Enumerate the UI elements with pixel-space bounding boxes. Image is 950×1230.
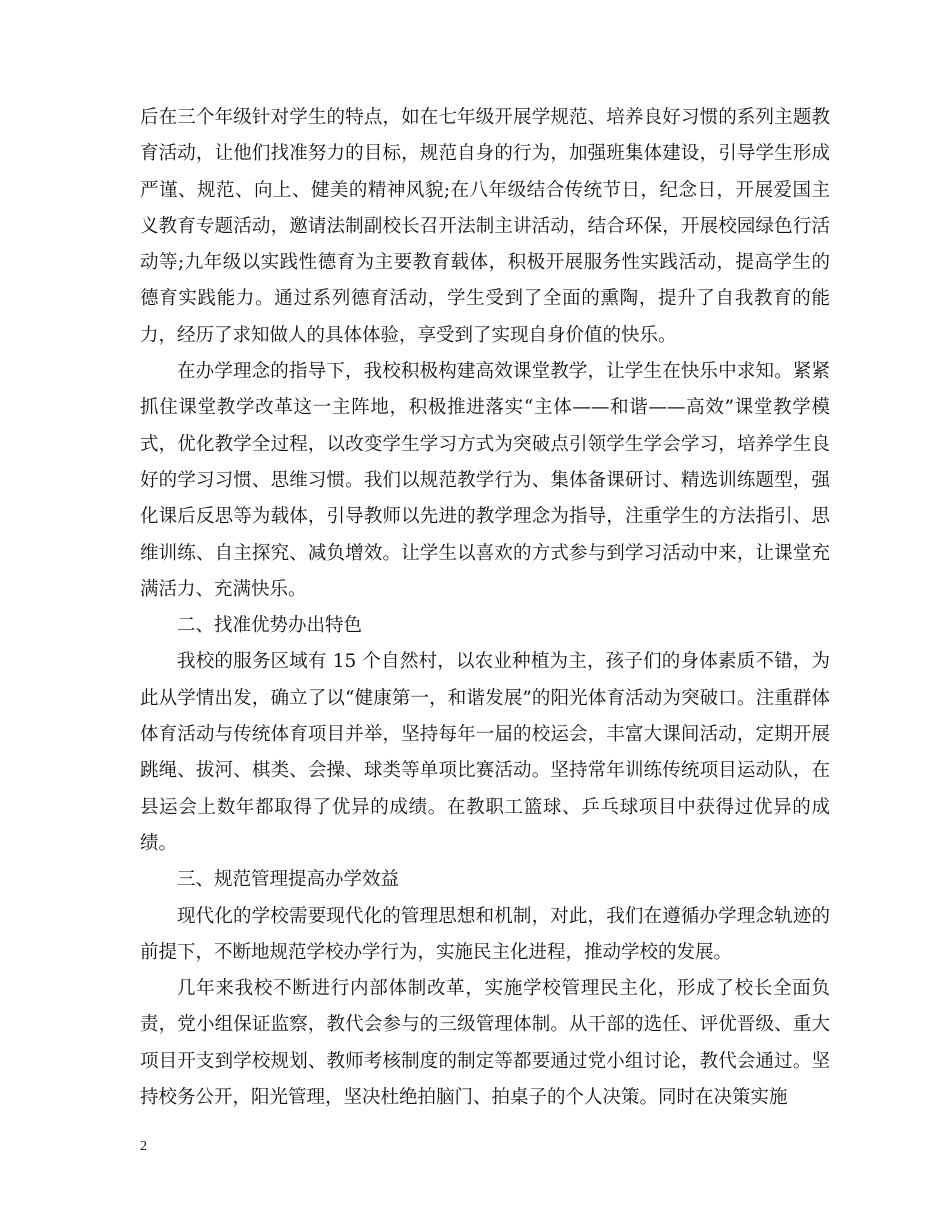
page-number: 2 [140,1139,147,1154]
paragraph-sports-features: 我校的服务区域有 15 个自然村，以农业种植为主，孩子们的身体素质不错，为此从学情出发，确立了以“健康第一，和谐发展”的阳光体育活动为突破口。注重群体体育活动与传统体育项目并举，坚持每年一届的校运会，丰富大课间活动，定期开展跳绳、拔河、棋类、会操、球类等单项比赛活动。坚持常年训练传统项目运动队，在县运会上数年都取得了优异的成绩。在教职工篮球、乒乓球项目中获得过优异的成绩。 [140,651,830,854]
section-heading-3: 三、规范管理提高办学效益 [177,869,400,891]
paragraph-democratic-reform: 几年来我校不断进行内部体制改革，实施学校管理民主化，形成了校长全面负责，党小组保证监察，教代会参与的三级管理体制。从干部的选任、评优晋级、重大项目开支到学校规划、教师考核制度的制定等都要通过党小组讨论，教代会通过。坚持校务公开，阳光管理，坚决杜绝拍脑门、拍桌子的个人决策。同时在决策实施 [140,978,830,1109]
paragraph-efficient-classroom: 在办学理念的指导下，我校积极构建高效课堂教学，让学生在快乐中求知。紧紧抓住课堂教学改革这一主阵地，积极推进落实“主体——和谐——高效”课堂教学模式，优化教学全过程，以改变学生学习方式为突破点引领学生学会学习，培养学生良好的学习习惯、思维习惯。我们以规范教学行为、集体备课研讨、精选训练题型，强化课后反思等为载体，引导教师以先进的教学理念为指导，注重学生的方法指引、思维训练、自主探究、减负增效。让学生以喜欢的方式参与到学习活动中来，让课堂充满活力、充满快乐。 [140,361,830,600]
paragraph-moral-education-continued: 后在三个年级针对学生的特点，如在七年级开展学规范、培养良好习惯的系列主题教育活动，让他们找准努力的目标，规范自身的行为，加强班集体建设，引导学生形成严谨、规范、向上、健美的精神风貌;在八年级结合传统节日，纪念日，开展爱国主义教育专题活动，邀请法制副校长召开法制主讲活动，结合环保，开展校园绿色行活动等;九年级以实践性德育为主要教育载体，积极开展服务性实践活动，提高学生的德育实践能力。通过系列德育活动，学生受到了全面的熏陶，提升了自我教育的能力，经历了求知做人的具体体验，享受到了实现自身价值的快乐。 [140,107,830,346]
paragraph-modern-management: 现代化的学校需要现代化的管理思想和机制，对此，我们在遵循办学理念轨迹的前提下，不断地规范学校办学行为，实施民主化进程，推动学校的发展。 [140,905,830,963]
section-heading-2: 二、找准优势办出特色 [177,615,363,637]
document-page [140,100,830,1116]
